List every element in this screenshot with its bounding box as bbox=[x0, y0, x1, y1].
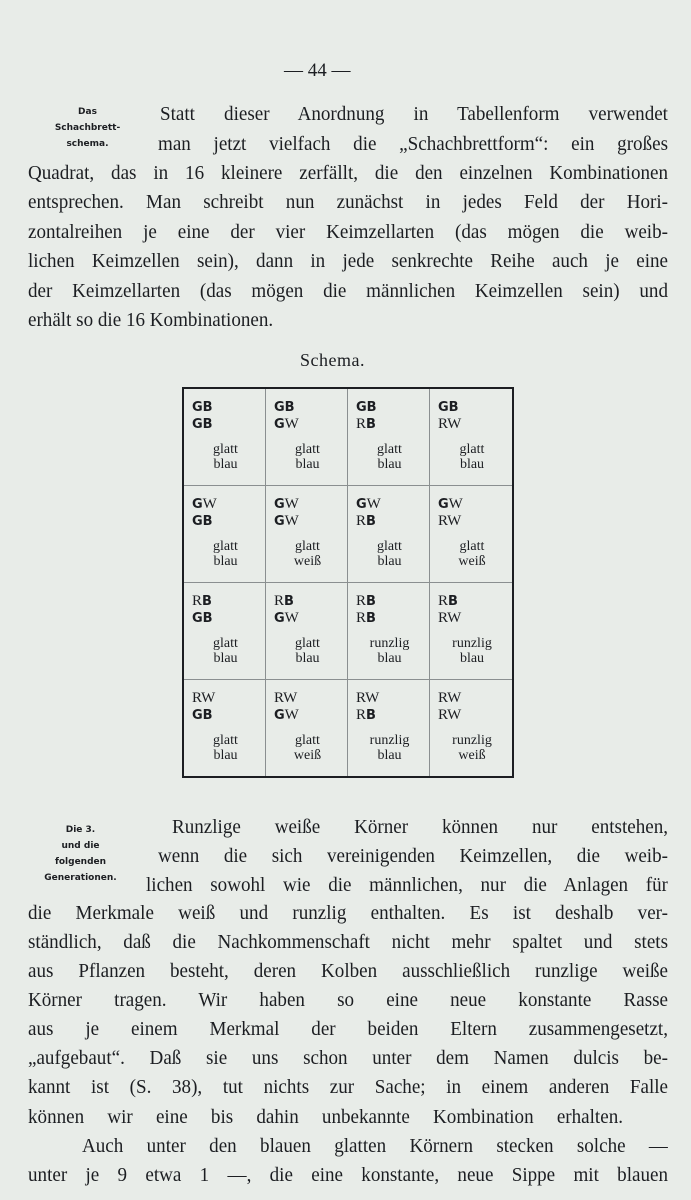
phenotype-shape: runzlig bbox=[369, 733, 410, 749]
phenotype-shape: runzlig bbox=[369, 636, 410, 652]
gamete-female: GB bbox=[274, 400, 295, 415]
text-line: ständlich, daß die Nachkommenschaft nicht mehr spaltet und stets bbox=[28, 931, 668, 953]
phenotype-color: blau bbox=[377, 748, 402, 764]
gamete-female: GW bbox=[356, 496, 381, 513]
gamete-female: RW bbox=[192, 690, 216, 707]
gamete-female: RW bbox=[356, 690, 380, 707]
text-line: lichen Keimzellen sein), dann in jede senkrechte Reihe auch je eine bbox=[28, 250, 668, 272]
margin-note-line: Schachbrett- bbox=[54, 123, 121, 133]
text-line: unter je 9 etwa 1 —, die eine konstante, neue Sippe mit blauen bbox=[28, 1164, 668, 1186]
phenotype bbox=[274, 636, 341, 666]
phenotype-shape: glatt bbox=[459, 442, 485, 457]
schema-cell bbox=[430, 680, 512, 776]
gamete-female: GW bbox=[438, 496, 463, 513]
gamete-female: RB bbox=[274, 593, 294, 610]
schema-cell bbox=[348, 486, 430, 583]
schema-row bbox=[184, 583, 512, 680]
phenotype-shape: glatt bbox=[213, 636, 238, 652]
gamete-female: GW bbox=[274, 496, 299, 513]
schema-cell bbox=[184, 680, 266, 776]
gamete-male: GW bbox=[274, 416, 299, 432]
gamete-female: RW bbox=[438, 690, 462, 707]
schema-cell bbox=[184, 486, 266, 583]
schema-cell bbox=[348, 583, 430, 680]
schema-cell bbox=[184, 583, 266, 680]
text-line: aus Pflanzen besteht, deren Kolben ausschließlich runzlige weiße bbox=[28, 960, 668, 982]
phenotype bbox=[438, 442, 506, 472]
margin-note-line: folgenden bbox=[54, 857, 107, 867]
phenotype bbox=[438, 539, 506, 569]
phenotype-shape: glatt bbox=[295, 442, 320, 457]
gamete-male: RW bbox=[438, 513, 462, 530]
gamete-male: RB bbox=[356, 416, 376, 432]
gamete-male: RW bbox=[438, 707, 462, 724]
schema-cell bbox=[266, 486, 348, 583]
text-line: „aufgebaut“. Daß sie uns schon unter dem Namen dulcis be- bbox=[28, 1047, 668, 1069]
phenotype bbox=[192, 539, 259, 569]
phenotype-color: blau bbox=[213, 651, 238, 667]
schema-title: Schema. bbox=[300, 350, 365, 370]
gamete-male: GW bbox=[274, 707, 299, 724]
phenotype-shape: runzlig bbox=[452, 636, 492, 652]
phenotype-shape: glatt bbox=[213, 539, 238, 555]
phenotype-color: blau bbox=[377, 651, 402, 667]
phenotype-shape: glatt bbox=[295, 539, 320, 555]
text-line: kannt ist (S. 38), tut nichts zur Sache; in einem anderen Falle bbox=[28, 1076, 668, 1098]
gamete-male: GB bbox=[192, 611, 213, 627]
gamete-male: RW bbox=[438, 416, 462, 432]
schema-cell bbox=[266, 680, 348, 776]
phenotype-color: weiß bbox=[293, 748, 322, 764]
text-line: Auch unter den blauen glatten Körnern stecken solche — bbox=[82, 1135, 668, 1157]
phenotype-color: blau bbox=[459, 457, 485, 472]
gamete-male: GB bbox=[192, 417, 213, 432]
phenotype bbox=[356, 539, 423, 569]
schema-cell bbox=[266, 389, 348, 486]
phenotype bbox=[192, 733, 259, 763]
phenotype bbox=[192, 636, 259, 666]
punnett-square bbox=[182, 387, 514, 778]
schema-row bbox=[184, 486, 512, 583]
gamete-female: RB bbox=[356, 593, 376, 610]
text-line: Körner tragen. Wir haben so eine neue konstante Rasse bbox=[28, 989, 668, 1011]
phenotype-color: weiß bbox=[293, 554, 322, 570]
gamete-male: GW bbox=[274, 513, 299, 530]
margin-note-line: Die 3. bbox=[65, 825, 96, 835]
phenotype-shape: glatt bbox=[377, 442, 402, 457]
phenotype bbox=[274, 539, 341, 569]
phenotype bbox=[438, 733, 506, 763]
phenotype-color: blau bbox=[213, 748, 238, 764]
margin-note-line: und die bbox=[61, 841, 100, 851]
text-line: zontalreihen je eine der vier Keimzellarten (das mögen die weib- bbox=[28, 221, 668, 243]
gamete-female: GW bbox=[192, 496, 217, 513]
phenotype-color: blau bbox=[459, 651, 485, 667]
phenotype-color: blau bbox=[295, 651, 320, 667]
phenotype bbox=[356, 733, 423, 763]
gamete-male: GW bbox=[274, 610, 299, 627]
phenotype-shape: glatt bbox=[459, 539, 485, 555]
phenotype-color: blau bbox=[213, 457, 238, 472]
text-line: lichen sowohl wie die männlichen, nur die Anlagen für bbox=[146, 874, 668, 896]
phenotype bbox=[192, 442, 259, 472]
schema-cell bbox=[348, 389, 430, 486]
schema-cell bbox=[430, 486, 512, 583]
phenotype-color: blau bbox=[377, 554, 402, 570]
phenotype-color: blau bbox=[377, 457, 402, 472]
gamete-male: RB bbox=[356, 707, 376, 724]
phenotype bbox=[356, 636, 423, 666]
gamete-male: GB bbox=[192, 708, 213, 724]
text-line: wenn die sich vereinigenden Keimzellen, die weib- bbox=[158, 845, 668, 867]
phenotype-color: weiß bbox=[458, 748, 486, 764]
gamete-male: GB bbox=[192, 514, 213, 530]
margin-note-line: Generationen. bbox=[44, 873, 117, 883]
margin-note-line: Das bbox=[78, 107, 97, 117]
text-line: man jetzt vielfach die „Schachbrettform“: ein großes bbox=[158, 133, 668, 155]
text-line: Statt dieser Anordnung in Tabellenform verwendet bbox=[160, 103, 668, 125]
text-line: der Keimzellarten (das mögen die männlichen Keimzellen sein) und bbox=[28, 280, 668, 302]
gamete-female: GB bbox=[192, 400, 213, 415]
phenotype bbox=[438, 636, 506, 666]
phenotype-shape: runzlig bbox=[452, 733, 492, 749]
phenotype bbox=[274, 733, 341, 763]
margin-note-schachbrett bbox=[50, 104, 125, 152]
gamete-female: RW bbox=[274, 690, 298, 707]
text-line: Runzlige weiße Körner können nur entstehen, bbox=[172, 816, 668, 838]
margin-note-generationen bbox=[38, 822, 123, 886]
text-line: die Merkmale weiß und runzlig enthalten. Es ist deshalb ver- bbox=[28, 902, 668, 924]
phenotype-shape: glatt bbox=[213, 442, 238, 457]
text-line: erhält so die 16 Kombinationen. bbox=[28, 309, 274, 331]
schema-row bbox=[184, 680, 512, 776]
phenotype-shape: glatt bbox=[213, 733, 238, 749]
phenotype bbox=[356, 442, 423, 472]
schema-cell bbox=[430, 389, 512, 486]
gamete-male: RW bbox=[438, 610, 462, 627]
gamete-male: RB bbox=[356, 610, 376, 627]
schema-cell bbox=[184, 389, 266, 486]
schema-cell bbox=[348, 680, 430, 776]
page-number: — 44 — bbox=[284, 60, 351, 81]
phenotype-color: blau bbox=[213, 554, 238, 570]
schema-cell bbox=[430, 583, 512, 680]
schema-row bbox=[184, 389, 512, 486]
gamete-female: GB bbox=[356, 400, 377, 415]
phenotype-color: blau bbox=[295, 457, 320, 472]
gamete-female: RB bbox=[438, 593, 458, 610]
phenotype-color: weiß bbox=[458, 554, 486, 570]
gamete-female: RB bbox=[192, 593, 212, 610]
gamete-male: RB bbox=[356, 513, 376, 530]
phenotype-shape: glatt bbox=[377, 539, 402, 555]
text-line: Quadrat, das in 16 kleinere zerfällt, die den einzelnen Kombinationen bbox=[28, 162, 668, 184]
schema-cell bbox=[266, 583, 348, 680]
phenotype bbox=[274, 442, 341, 472]
gamete-female: GB bbox=[438, 400, 459, 415]
text-line: aus je einem Merkmal der beiden Eltern zusammengesetzt, bbox=[28, 1018, 668, 1040]
phenotype-shape: glatt bbox=[295, 733, 320, 749]
text-line: können wir eine bis dahin unbekannte Kombination erhalten. bbox=[28, 1106, 623, 1128]
margin-note-line: schema. bbox=[66, 139, 109, 149]
phenotype-shape: glatt bbox=[295, 636, 320, 652]
text-line: entsprechen. Man schreibt nun zunächst in jedes Feld der Hori- bbox=[28, 191, 668, 213]
